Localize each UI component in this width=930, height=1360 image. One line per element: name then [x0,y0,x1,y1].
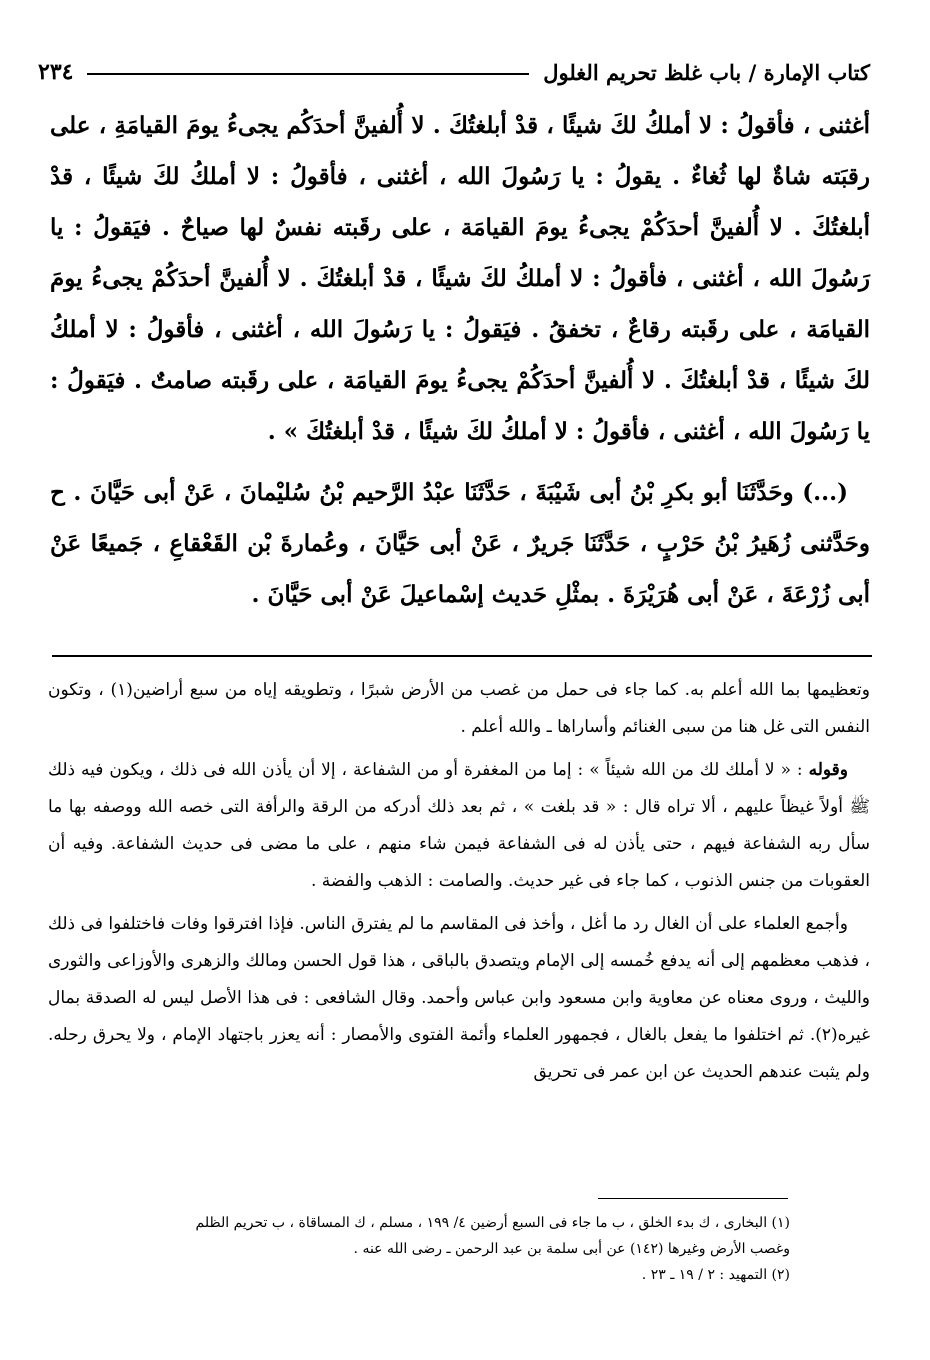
commentary-separator [52,655,872,657]
commentary-paragraph-text: : « لا أملك لك من الله شيئاً » : إما من المغفرة أو من الشفاعة ، إلا أن يأذن الله فى ذلك ، ويكون فيه ذلك ﷺ أولاً غيظاً عليهم ، ألا تراه قال : « قد بلغت » ، ثم بعد ذلك أدركه من الرقة والرأفة التى خصه الله ووصفه بها ما سأل ربه الشفاعة فيهم ، حتى يأذن له فى الشفاعة فيمن شاء منهم ، على ما مضى فى حديث الشفاعة. وفيه أن العقوبات من جنس الذنوب ، كما جاء فى غير حديث. والصامت : الذهب والفضة . [48,760,870,891]
commentary-block [48,672,870,1091]
commentary-paragraph: وأجمع العلماء على أن الغال رد ما أغل ، وأخذ فى المقاسم ما لم يفترق الناس. فإذا افترقوا وفات فاختلفوا فى ذلك ، فذهب معظمهم إلى أنه يدفع خُمسه إلى الإمام ويتصدق بالباقى ، هذا قول الحسن ومالك والزهرى والأوزاعى والثورى والليث ، وروى معناه عن معاوية وابن مسعود وابن عباس وأحمد. وقال الشافعى : فى هذا الأصل ليس له الصدقة بمال غيره(٢). ثم اختلفوا ما يفعل بالغال ، فجمهور العلماء وأئمة الفتوى والأمصار : أنه يعزر باجتهاد الإمام ، ولا يحرق رحله. ولم يثبت عندهم الحديث عن ابن عمر فى تحريق [48,914,870,1082]
commentary-paragraph [48,752,870,900]
running-header [38,52,870,92]
header-rule [87,73,529,75]
hadith-matn: أغثنى ، فأقولُ : لا أملكُ لكَ شيئًا ، قدْ أبلغتُكَ . لا أُلفينَّ أحدَكُم يجىءُ يومَ القيامَةِ ، على رقبَته شاةٌ لها ثُغاءٌ . يقولُ : يا رَسُولَ الله ، أغثنى ، فأقولُ : لا أملكُ لكَ شيئًا ، قدْ أبلغتُكَ . لا أُلفينَّ أحدَكُمْ يجىءُ يومَ القيامَة ، على رقَبته نفسٌ لها صياحٌ . فيَقولُ : يا رَسُولَ الله ، أغثنى ، فأقولُ : لا أملكُ لكَ شيئًا ، قدْ أبلغتُكَ . لا أُلفينَّ أحدَكُمْ يجىءُ يومَ القيامَة ، على رقَبته رقاعٌ ، تخفقُ . فيَقولُ : يا رَسُولَ الله ، أغثنى ، فأقولُ : لا أملكُ لكَ شيئًا ، قدْ أبلغتُكَ . لا أُلفينَّ أحدَكُمْ يجىءُ يومَ القيامَة ، على رقَبته صامتٌ . فيَقولُ : يا رَسُولَ الله ، أغثنى ، فأقولُ : لا أملكُ لكَ شيئًا ، قدْ أبلغتُكَ » . [50,112,870,445]
hadith-isnad: (...) وحَدَّثَنَا أبو بكرِ بْنُ أبى شَيْبَةَ ، حَدَّثَنَا عبْدُ الرَّحيم بْنُ سُليْمانَ ، عَنْ أبى حَيَّانَ . ح وحَدَّثنى زُهَيرُ بْنُ حَرْبٍ ، حَدَّثَنَا جَريرٌ ، عَنْ أبى حَيَّانَ ، وعُمارةَ بْن القَعْقاعِ ، جَميعًا عَنْ أبى زُرْعَةَ ، عَنْ أبى هُرَيْرَةَ . بمثْلِ حَديث إسْماعيلَ عَنْ أبى حَيَّانَ . [50,479,870,608]
footnote-2: (٢) التمهيد : ٢ / ١٩ ـ ٢٣ . [641,1267,790,1283]
footnote-1-line-1: (١) البخارى ، ك بدء الخلق ، ب ما جاء فى السبع أرضين ٤/ ١٩٩ ، مسلم ، ك المساقاة ، ب تحريم الظلم [195,1215,790,1231]
commentary-lead-word: وقوله [808,760,848,780]
page-number: ٢٣٤ [38,59,74,85]
commentary-paragraph: وتعظيمها بما الله أعلم به. كما جاء فى حمل من غصب من الأرض شبرًا ، وتطويقه إياه من سبع أراضين(١) ، وتكون النفس التى غل هنا من سبى الغنائم وأساراها ـ والله أعلم . [48,680,870,737]
footnotes-block [52,1210,790,1288]
footnote-1-line-2: وغصب الأرض وغيرها (١٤٢) عن أبى سلمة بن عبد الرحمن ـ رضى الله عنه . [353,1241,790,1257]
hadith-text-block [50,100,870,620]
running-title: كتاب الإمارة / باب غلظ تحريم الغلول [543,59,870,85]
footnote-separator [598,1198,788,1199]
